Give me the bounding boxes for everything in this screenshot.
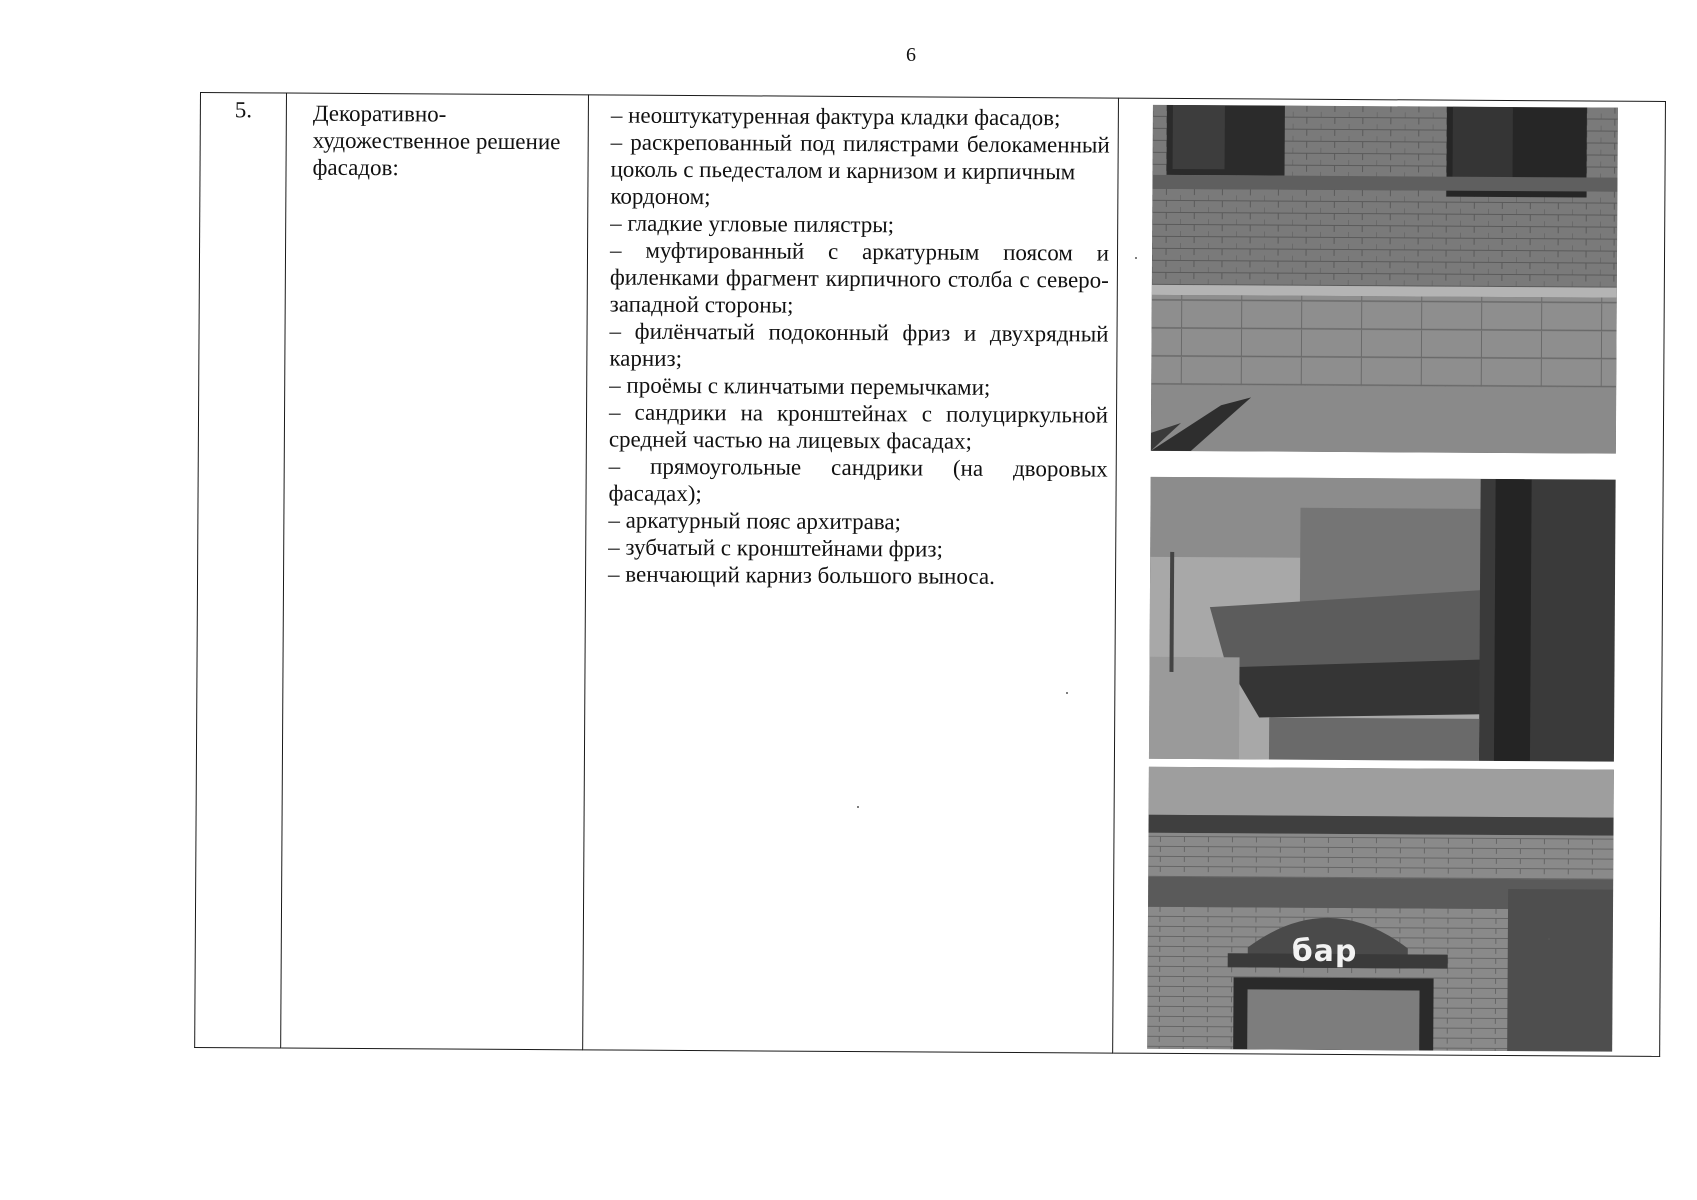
cornice-detail-photo: [1149, 477, 1616, 762]
description-item: – гладкие угловые пилястры;: [610, 210, 895, 238]
description-item: – филёнчатый подоконный фриз и двухрядный карниз;: [609, 318, 1109, 371]
row-name: Декоративно-художественное решение фасадов:: [312, 100, 561, 181]
description-item: – раскрепованный под пилястрами белокаменный цоколь с пьедесталом и карнизом и кирпичным: [610, 129, 1110, 185]
description-item: – муфтированный с аркатурным поясом и филенками фрагмент кирпичного столба с северо-западной стороны;: [609, 237, 1110, 318]
table: [194, 92, 1666, 1057]
brick-facade-plinth-photo: [1151, 105, 1618, 454]
description-item: – неоштукатуренная фактура кладки фасадов;: [610, 102, 1061, 131]
row-number-cell: [195, 93, 287, 1049]
scan-speck: [1135, 257, 1137, 259]
row-number: 5.: [234, 97, 253, 123]
heritage-table: [194, 92, 1665, 1057]
description-item: – проёмы с клинчатыми перемычками;: [609, 372, 991, 400]
scan-speck: [857, 806, 859, 808]
table-row: [195, 93, 1666, 1057]
description-item: – сандрики на кронштейнах с полуциркульной средней частью на лицевых фасадах;: [608, 399, 1109, 454]
description-item: – венчающий карниз большого выноса.: [607, 561, 995, 589]
row-name-cell: [281, 93, 589, 1050]
sign-text: бар: [1291, 933, 1358, 970]
window-sandrik-photo: [1147, 767, 1614, 1052]
description-item: кордоном;: [610, 183, 711, 210]
facade-plinth-image: [1151, 105, 1618, 454]
sandrik-image: [1147, 767, 1614, 1052]
page-number: 6: [906, 44, 916, 66]
row-description-cell: [583, 95, 1119, 1053]
row-photos-cell: [1113, 98, 1666, 1056]
description-item: – аркатурный пояс архитрава;: [608, 507, 902, 535]
scan-speck: [1066, 692, 1068, 694]
cornice-image: [1149, 477, 1616, 762]
description-item: – зубчатый с кронштейнами фриз;: [608, 534, 943, 562]
scan-speck: [1548, 938, 1550, 940]
description-item: – прямоугольные сандрики (на дворовых фасадах);: [608, 453, 1108, 507]
